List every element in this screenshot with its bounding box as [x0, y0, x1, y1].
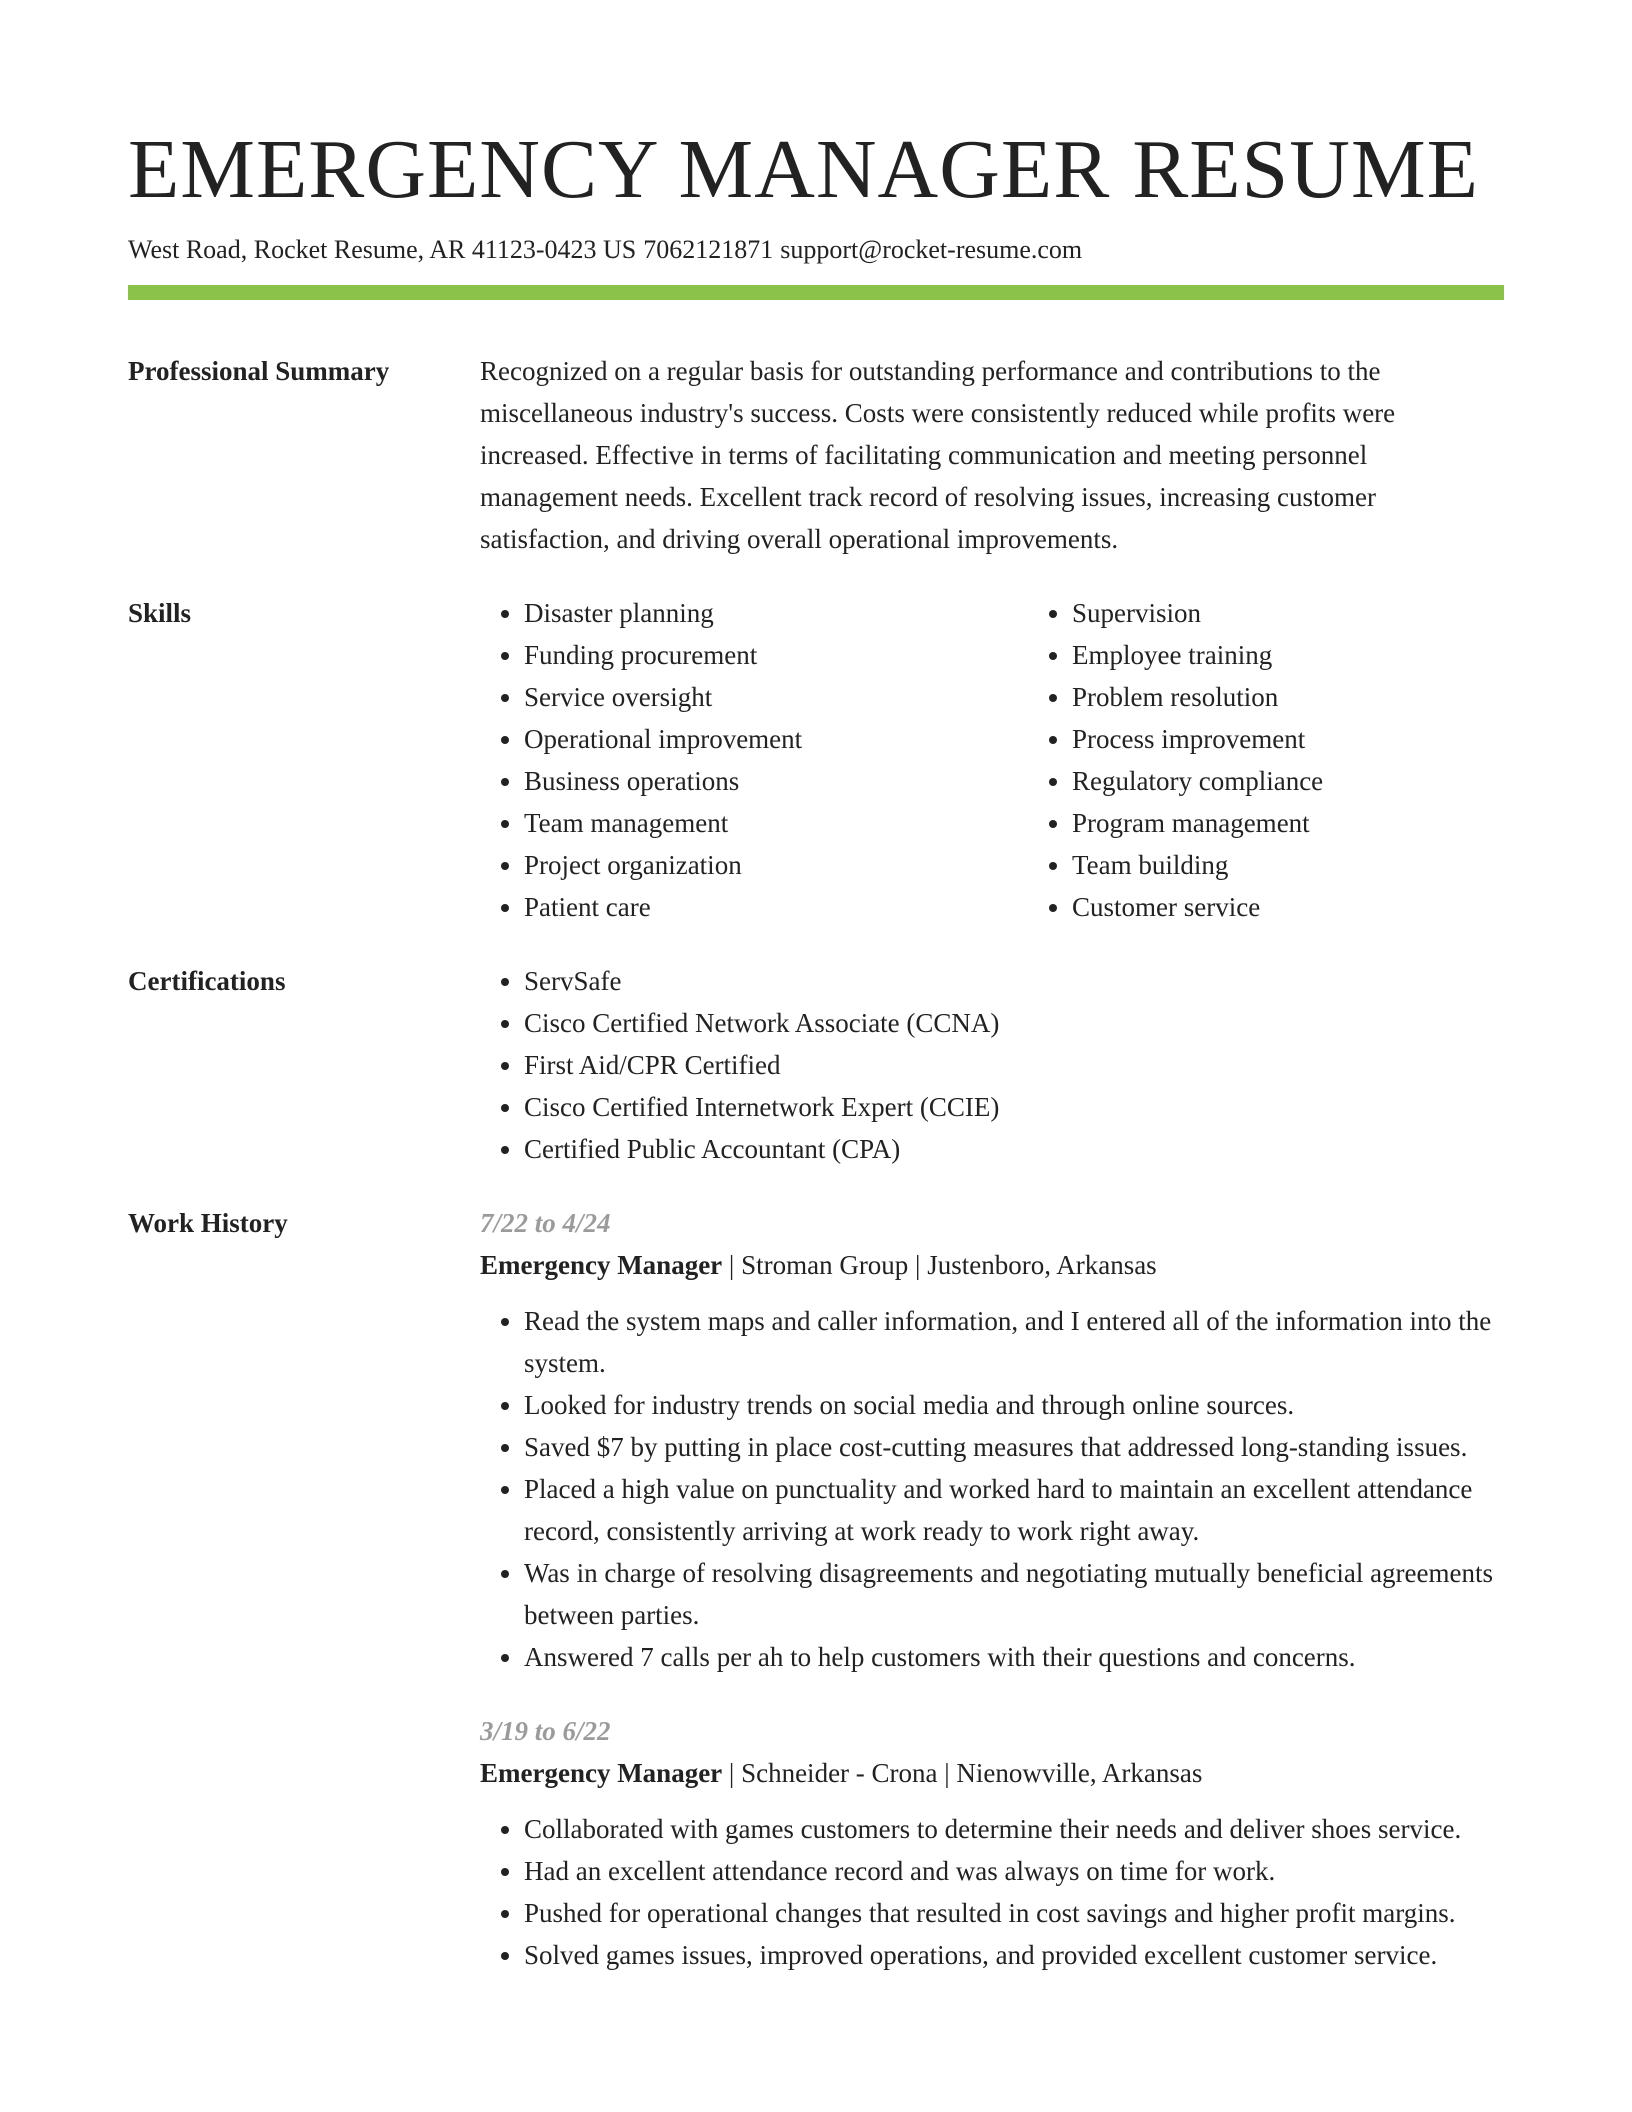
job-bullet: • Read the system maps and caller information, and I entered all of the information into the system.	[524, 1300, 1504, 1384]
skill-item: • Project organization	[524, 844, 1028, 886]
resume-page	[128, 120, 1504, 1976]
job-bullets	[480, 1300, 1504, 1678]
skill-item: • Problem resolution	[1072, 676, 1576, 718]
job-bullet: • Solved games issues, improved operations, and provided excellent customer service.	[524, 1934, 1504, 1976]
skills-section	[128, 592, 1504, 928]
skills-list-right	[1028, 592, 1576, 928]
skill-item: • Service oversight	[524, 676, 1028, 718]
skills-heading: Skills	[128, 598, 192, 628]
certifications-body	[480, 960, 1504, 1170]
skill-item: • Operational improvement	[524, 718, 1028, 760]
contact-email: support@rocket-resume.com	[780, 235, 1083, 264]
job-bullet: • Saved $7 by putting in place cost-cutting measures that addressed long-standing issues.	[524, 1426, 1504, 1468]
skill-item: • Business operations	[524, 760, 1028, 802]
summary-text: Recognized on a regular basis for outstanding performance and contributions to the miscellaneous industry's success. Costs were consistently reduced while profits were increased. Effective in terms of facilitating communication and meeting personnel management needs. Excellent track record of resolving issues, increasing customer satisfaction, and driving overall operational improvements.	[480, 356, 1396, 554]
job-dates: 3/19 to 6/22	[480, 1716, 611, 1746]
job-bullet: • Pushed for operational changes that resulted in cost savings and higher profit margins.	[524, 1892, 1504, 1934]
work-history-heading: Work History	[128, 1208, 288, 1238]
skill-item: • Regulatory compliance	[1072, 760, 1576, 802]
job-heading	[480, 1752, 1504, 1794]
contact-line	[128, 232, 1504, 268]
skill-item: • Supervision	[1072, 592, 1576, 634]
skill-item: • Team building	[1072, 844, 1576, 886]
job-title: Emergency Manager	[480, 1250, 723, 1280]
job-details: | Schneider - Crona | Nienowville, Arkansas	[722, 1758, 1203, 1788]
certifications-heading: Certifications	[128, 966, 286, 996]
certification-item: • First Aid/CPR Certified	[524, 1044, 1504, 1086]
certification-item: • ServSafe	[524, 960, 1504, 1002]
job-details: | Stroman Group | Justenboro, Arkansas	[722, 1250, 1157, 1280]
skill-item: • Process improvement	[1072, 718, 1576, 760]
job-entry	[480, 1710, 1504, 1976]
skill-item: • Disaster planning	[524, 592, 1028, 634]
job-bullet: • Answered 7 calls per ah to help customers with their questions and concerns.	[524, 1636, 1504, 1678]
job-bullet: • Had an excellent attendance record and was always on time for work.	[524, 1850, 1504, 1892]
summary-heading: Professional Summary	[128, 356, 390, 386]
certification-item: • Certified Public Accountant (CPA)	[524, 1128, 1504, 1170]
job-bullets	[480, 1808, 1504, 1976]
certification-item: • Cisco Certified Network Associate (CCNA)	[524, 1002, 1504, 1044]
job-bullet: • Collaborated with games customers to determine their needs and deliver shoes service.	[524, 1808, 1504, 1850]
job-entry	[480, 1202, 1504, 1678]
skill-item: • Customer service	[1072, 886, 1576, 928]
job-bullet: • Placed a high value on punctuality and worked hard to maintain an excellent attendance record, consistently arriving at work ready to work right away.	[524, 1468, 1504, 1552]
job-title: Emergency Manager	[480, 1758, 723, 1788]
skill-item: • Team management	[524, 802, 1028, 844]
resume-title: EMERGENCY MANAGER RESUME	[128, 123, 1479, 216]
skill-item: • Program management	[1072, 802, 1576, 844]
job-dates: 7/22 to 4/24	[480, 1208, 611, 1238]
skill-item: • Employee training	[1072, 634, 1576, 676]
certification-item: • Cisco Certified Internetwork Expert (CCIE)	[524, 1086, 1504, 1128]
work-history-section	[128, 1202, 1504, 1976]
skill-item: • Funding procurement	[524, 634, 1028, 676]
skills-columns	[480, 592, 1504, 928]
work-history-body	[480, 1202, 1504, 1976]
job-bullet: • Looked for industry trends on social media and through online sources.	[524, 1384, 1504, 1426]
contact-address: West Road, Rocket Resume, AR 41123-0423 US	[128, 235, 637, 264]
skill-item: • Patient care	[524, 886, 1028, 928]
contact-phone: 7062121871	[643, 235, 774, 264]
summary-section	[128, 350, 1504, 560]
certifications-list	[480, 960, 1504, 1170]
certifications-section	[128, 960, 1504, 1170]
skills-list-left	[480, 592, 1028, 928]
header-divider	[128, 285, 1504, 300]
job-heading	[480, 1244, 1504, 1286]
job-bullet: • Was in charge of resolving disagreements and negotiating mutually beneficial agreements between parties.	[524, 1552, 1504, 1636]
